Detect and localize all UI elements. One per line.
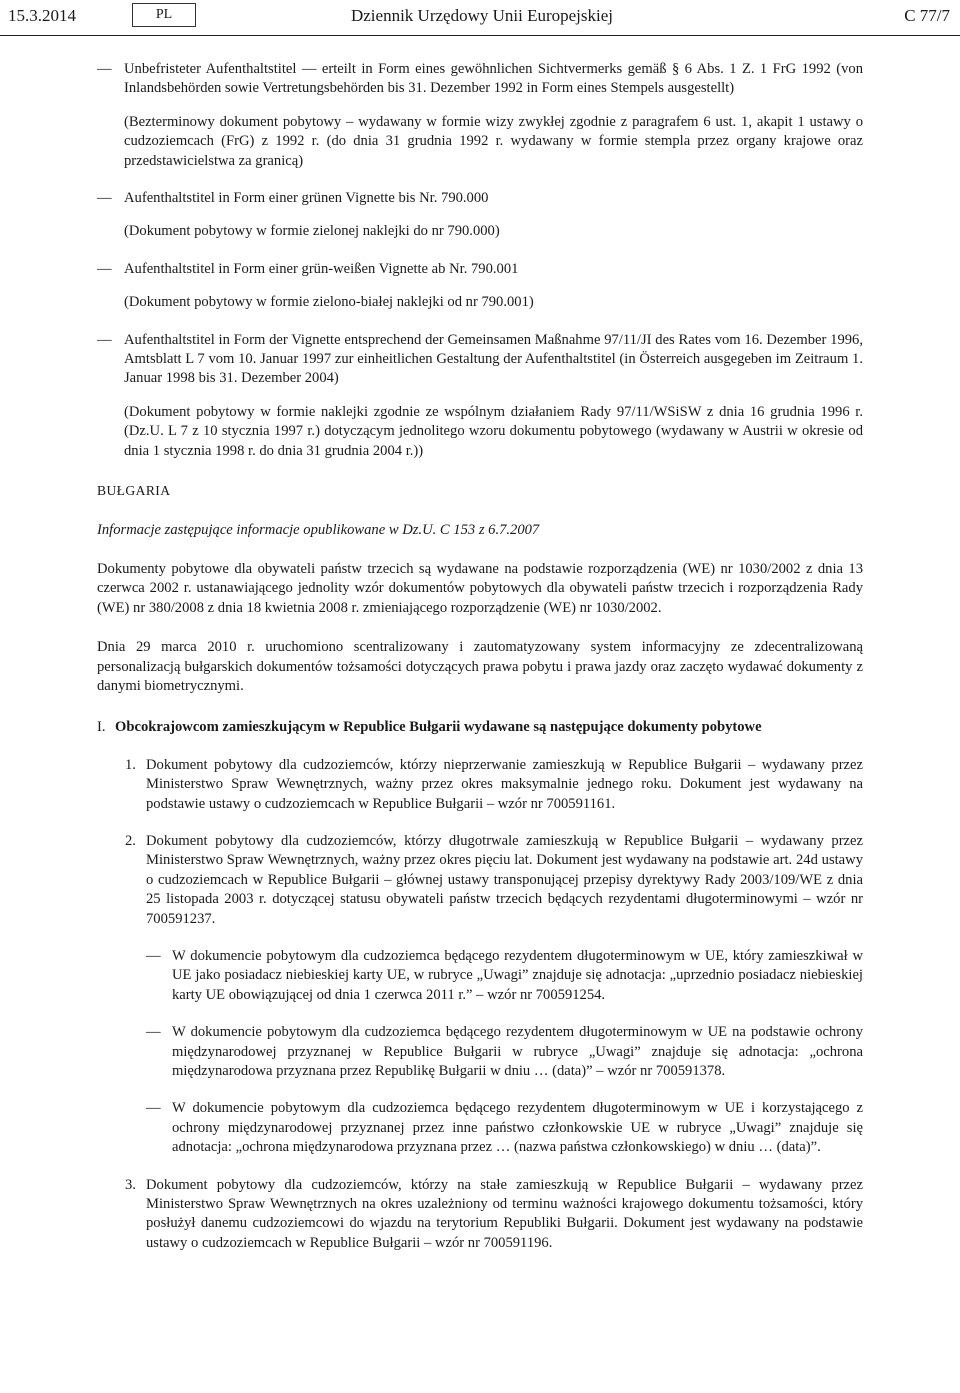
item-number: 3.: [125, 1176, 136, 1193]
sub-item-3: [97, 1099, 863, 1157]
dash-marker: —: [97, 61, 112, 77]
section-title: BUŁGARIA: [97, 483, 171, 499]
heading-number: I.: [97, 719, 106, 736]
list-item-austria-2: [97, 189, 863, 208]
translation-text: (Dokument pobytowy w formie zielono-białej naklejki od nr 790.001): [124, 294, 534, 311]
numbered-item-1: [97, 756, 863, 814]
dash-marker: —: [97, 190, 112, 207]
dash-marker: —: [97, 260, 112, 277]
sub-item-1: [97, 947, 863, 1005]
list-item-austria-1: [97, 60, 863, 99]
item-text: Dokument pobytowy dla cudzoziemców, którzy długotrwale zamieszkują w Republice Bułgarii – wydawany przez Ministerstwo Spraw Wewnętrznych, ważny przez okres pięciu lat. Dokument jest wydawany na podstawie art. 24d ustawy o cudzoziemcach w Republice Bułgarii – głównej ustawy transponującej przepisy dyrektywy Rady 2003/109/WE z dnia 25 listopada 2003 r. dotyczącej statusu obywateli państw trzecich będących rezydentami długoterminowymi – wzór nr 700591237.: [146, 832, 863, 927]
heading-text: Obcokrajowcom zamieszkującym w Republice Bułgarii wydawane są następujące dokumenty pobytowe: [115, 719, 762, 736]
item-number: 1.: [125, 756, 136, 773]
numbered-item-3: [97, 1176, 863, 1254]
paragraph-2: Dnia 29 marca 2010 r. uruchomiono scentralizowany i zautomatyzowany system informacyjny ze zdecentralizowaną personalizacją bułgarskich dokumentów tożsamości dotyczących prawa pobytu i prawa jazdy oraz zaczęto wydawać dokumenty z danymi biometrycznymi.: [97, 639, 863, 694]
publication-date: 15.3.2014: [8, 6, 76, 25]
journal-title: Dziennik Urzędowy Unii Europejskiej: [350, 6, 613, 25]
sub-item-text: W dokumencie pobytowym dla cudzoziemca będącego rezydentem długoterminowym w UE na podstawie ochrony międzynarodowej przyznanej w Republice Bułgarii w rubryce „Uwagi” znajduje się adnotacja: „ochrona międzynarodowa przyznana przez Republikę Bułgarii w dniu … (data)” – wzór nr 700591378.: [172, 1024, 863, 1080]
dash-marker: —: [146, 948, 161, 964]
dash-marker: —: [97, 331, 112, 348]
entry-text: Aufenthaltstitel in Form einer grünen Vignette bis Nr. 790.000: [124, 190, 489, 207]
numbered-item-2: [97, 832, 863, 929]
page-reference: C 77/7: [904, 6, 950, 25]
paragraph-1: Dokumenty pobytowe dla obywateli państw trzecich są wydawane na podstawie rozporządzenia (WE) nr 1030/2002 z dnia 13 czerwca 2002 r. ustanawiającego jednolity wzór dokumentów pobytowych dla obywateli państw trzecich i rozporządzenia Rady (WE) nr 380/2008 z dnia 18 kwietnia 2008 r. zmieniającego rozporządzenie (WE) nr 1030/2002.: [97, 560, 863, 616]
list-item-austria-3: [97, 260, 863, 279]
item-text: Dokument pobytowy dla cudzoziemców, którzy na stałe zamieszkują w Republice Bułgarii – wydawany przez Ministerstwo Spraw Wewnętrznych na okres uzależniony od terminu ważności krajowego dokumentu tożsamości, który posłużył danemu cudzoziemcowi do wjazdu na terytorium Republiki Bułgarii. Dokument jest wydawany na podstawie ustawy o cudzoziemcach w Republice Bułgarii – wzór nr 700591196.: [146, 1176, 863, 1251]
sub-item-2: [97, 1023, 863, 1081]
item-number: 2.: [125, 832, 136, 849]
translation-text: (Dokument pobytowy w formie zielonej naklejki do nr 790.000): [124, 223, 500, 240]
item-text: Dokument pobytowy dla cudzoziemców, którzy nieprzerwanie zamieszkują w Republice Bułgarii – wydawany przez Ministerstwo Spraw Wewnętrznych, ważny przez okres maksymalnie jednego roku. Dokument jest wydawany na podstawie ustawy o cudzoziemcach w Republice Bułgarii – wzór nr 700591161.: [146, 756, 863, 812]
entry-text: Aufenthaltstitel in Form einer grün-weißen Vignette ab Nr. 790.001: [124, 260, 519, 277]
translation-text: (Bezterminowy dokument pobytowy – wydawany w formie wizy zwykłej zgodnie z paragrafem 6 ust. 1, akapit 1 ustawy o cudzoziemcach (FrG) z 1992 r. (do dnia 31 grudnia 1992 r. wydawany w formie stempla przez organy krajowe oraz przedstawicielstwa za granicą): [124, 113, 863, 169]
dash-marker: —: [146, 1024, 161, 1041]
header-rule: [0, 35, 960, 36]
list-item-austria-4: [97, 331, 863, 389]
page-header: [0, 0, 960, 40]
language-badge: PL: [132, 3, 196, 27]
entry-text: Unbefristeter Aufenthaltstitel — erteilt in Form eines gewöhnlichen Sichtvermerks gemäß § 6 Abs. 1 Z. 1 FrG 1992 (von Inlandsbehörden sowie Vertretungsbehörden bis 31. Dezember 1992 in Form eines Stempels ausgestellt): [124, 61, 863, 97]
document-body: [97, 60, 863, 1253]
sub-item-text: W dokumencie pobytowym dla cudzoziemca będącego rezydentem długoterminowym w UE i korzystającego z ochrony międzynarodowej przyznanej przez inne państwo członkowskie UE w rubryce „Uwagi” znajduje się adnotacja: „ochrona międzynarodowa przyznana przez … (nazwa państwa członkowskiego) w dniu … (data)”.: [172, 1100, 863, 1156]
translation-text: (Dokument pobytowy w formie naklejki zgodnie ze wspólnym działaniem Rady 97/11/WSiSW z dnia 16 grudnia 1996 r. (Dz.U. L 7 z 10 stycznia 1997 r.) dotyczącym jednolitego wzoru dokumentu pobytowego (wydawany w Austrii w okresie od dnia 1 stycznia 1998 r. do dnia 31 grudnia 2004 r.)): [124, 403, 863, 459]
dash-marker: —: [146, 1100, 161, 1117]
sub-item-text: W dokumencie pobytowym dla cudzoziemca będącego rezydentem długoterminowym w UE, który zamieszkiwał w UE jako posiadacz niebieskiej karty UE, w rubryce „Uwagi” znajduje się adnotacja: „uprzednio posiadacz niebieskiej karty UE obowiązującej od dnia 1 czerwca 2011 r.” – wzór nr 700591254.: [172, 948, 863, 1003]
section-heading: [97, 718, 863, 737]
entry-text: Aufenthaltstitel in Form der Vignette entsprechend der Gemeinsamen Maßnahme 97/11/JI des Rates vom 16. Dezember 1996, Amtsblatt L 7 vom 10. Januar 1997 zur einheitlichen Gestaltung der Aufenthaltstitel (in Österreich ausgegeben im Zeitraum 1. Januar 1998 bis 31. Dezember 2004): [124, 331, 863, 387]
info-replacement-note: Informacje zastępujące informacje opublikowane w Dz.U. C 153 z 6.7.2007: [97, 521, 540, 538]
